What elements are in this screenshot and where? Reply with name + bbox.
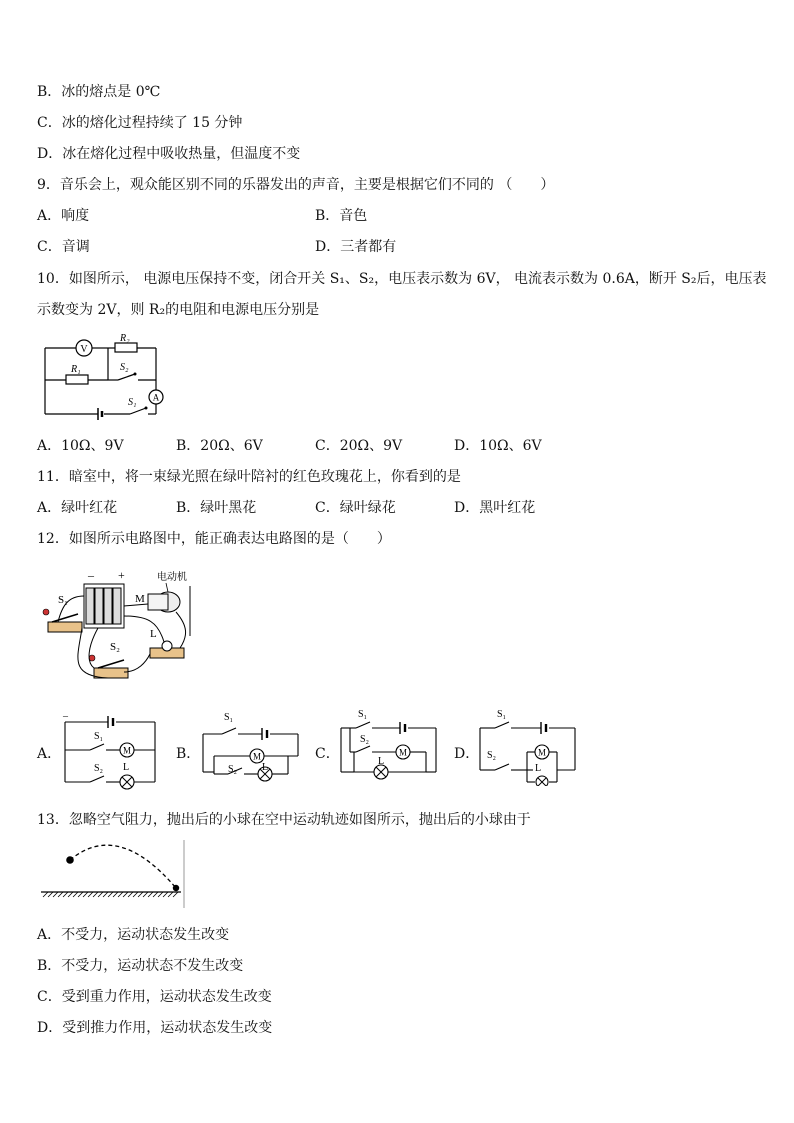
q12-a-minus: –: [63, 711, 68, 722]
q9-option-c: C．音调: [37, 239, 90, 255]
q11-option-b: B．绿叶黑花: [176, 500, 257, 516]
q13-option-d: D．受到推力作用，运动状态发生改变: [37, 1020, 273, 1036]
q12-a-l: L: [123, 762, 130, 773]
q10-s1-label: S₁: [128, 397, 137, 408]
q9-option-a: A．响度: [37, 208, 90, 224]
q12-option-c-label: C．: [315, 746, 340, 762]
q12-option-d-label: D．: [454, 746, 480, 762]
q9-stem: 9．音乐会上，观众能区别不同的乐器发出的声音，主要是根据它们不同的 （ ）: [37, 177, 555, 193]
q12-a-s1: S₁: [94, 731, 104, 742]
q12-a-s2: S₂: [94, 763, 104, 774]
q10-stem-line1: 10．如图所示， 电源电压保持不变，闭合开关 S₁、S₂，电压表示数为 6V， 电流表示数为 0.6A，断开 S₂后，电压表: [37, 271, 767, 287]
q12-c-motor-m: M: [398, 747, 408, 758]
q12-fig-motor-label: 电动机: [157, 572, 187, 583]
q12-c-l: L: [378, 756, 385, 767]
q12-a-motor-m: M: [122, 745, 132, 756]
q12-fig-plus: +: [118, 568, 125, 582]
q12-fig-l-label: L: [150, 628, 157, 640]
q10-option-d: D．10Ω、6V: [454, 438, 542, 454]
q12-fig-m-label: M: [135, 593, 145, 605]
q10-ammeter-label: A: [152, 392, 160, 403]
q12-d-s2: S₂: [487, 750, 497, 761]
q10-s2-label: S₂: [120, 362, 129, 373]
q12-circuit-d: [475, 706, 580, 786]
q11-stem: 11．暗室中，将一束绿光照在绿叶陪衬的红色玫瑰花上，你看到的是: [37, 469, 461, 485]
q10-circuit-figure: [40, 330, 200, 420]
q9-option-d: D．三者都有: [315, 239, 397, 255]
q12-fig-s2-label: S₂: [110, 641, 120, 653]
q13-option-a: A．不受力，运动状态发生改变: [37, 927, 230, 943]
q8-option-b: B．冰的熔点是 0℃: [37, 84, 161, 100]
q10-option-a: A．10Ω、9V: [37, 438, 124, 454]
q8-option-c: C．冰的熔化过程持续了 15 分钟: [37, 115, 243, 131]
q9-option-b: B．音色: [315, 208, 368, 224]
q12-circuit-b: [198, 706, 303, 786]
q12-b-l: L: [262, 762, 269, 773]
q12-circuit-c: [336, 706, 441, 786]
q12-b-motor-m: M: [252, 751, 262, 762]
q13-trajectory-figure: [38, 838, 188, 910]
q13-option-b: B．不受力，运动状态不发生改变: [37, 958, 244, 974]
q12-d-s1: S₁: [497, 709, 507, 720]
q13-stem: 13．忽略空气阻力，抛出后的小球在空中运动轨迹如图所示，抛出后的小球由于: [37, 812, 531, 828]
q10-option-b: B．20Ω、6V: [176, 438, 263, 454]
q12-option-b-label: B．: [176, 746, 201, 762]
q12-b-s2: S₂: [228, 764, 238, 775]
q8-option-d: D．冰在熔化过程中吸收热量，但温度不变: [37, 146, 301, 162]
q10-stem-line2: 示数变为 2V，则 R₂的电阻和电源电压分别是: [37, 302, 320, 318]
q12-d-l: L: [535, 763, 542, 774]
q12-c-s2: S₂: [360, 734, 370, 745]
q12-option-a-label: A．: [37, 746, 62, 762]
q12-fig-s1-label: S₁: [58, 594, 68, 606]
q12-fig-minus: –: [88, 568, 94, 582]
q10-voltmeter-label: V: [80, 344, 88, 355]
q12-c-s1: S₁: [358, 709, 368, 720]
q13-option-c: C．受到重力作用，运动状态发生改变: [37, 989, 272, 1005]
q12-stem: 12．如图所示电路图中，能正确表达电路图的是（ ）: [37, 531, 391, 547]
q10-option-c: C．20Ω、9V: [315, 438, 403, 454]
q11-option-c: C．绿叶绿花: [315, 500, 396, 516]
q12-d-motor-m: M: [537, 747, 547, 758]
q12-physical-circuit-figure: [38, 566, 198, 686]
q12-circuit-a: [60, 710, 160, 790]
q10-r1-label: R₁: [71, 364, 81, 375]
q10-r2-label: R₂: [120, 333, 130, 344]
q12-b-s1: S₁: [224, 712, 234, 723]
q11-option-d: D．黑叶红花: [454, 500, 536, 516]
q11-option-a: A．绿叶红花: [37, 500, 118, 516]
